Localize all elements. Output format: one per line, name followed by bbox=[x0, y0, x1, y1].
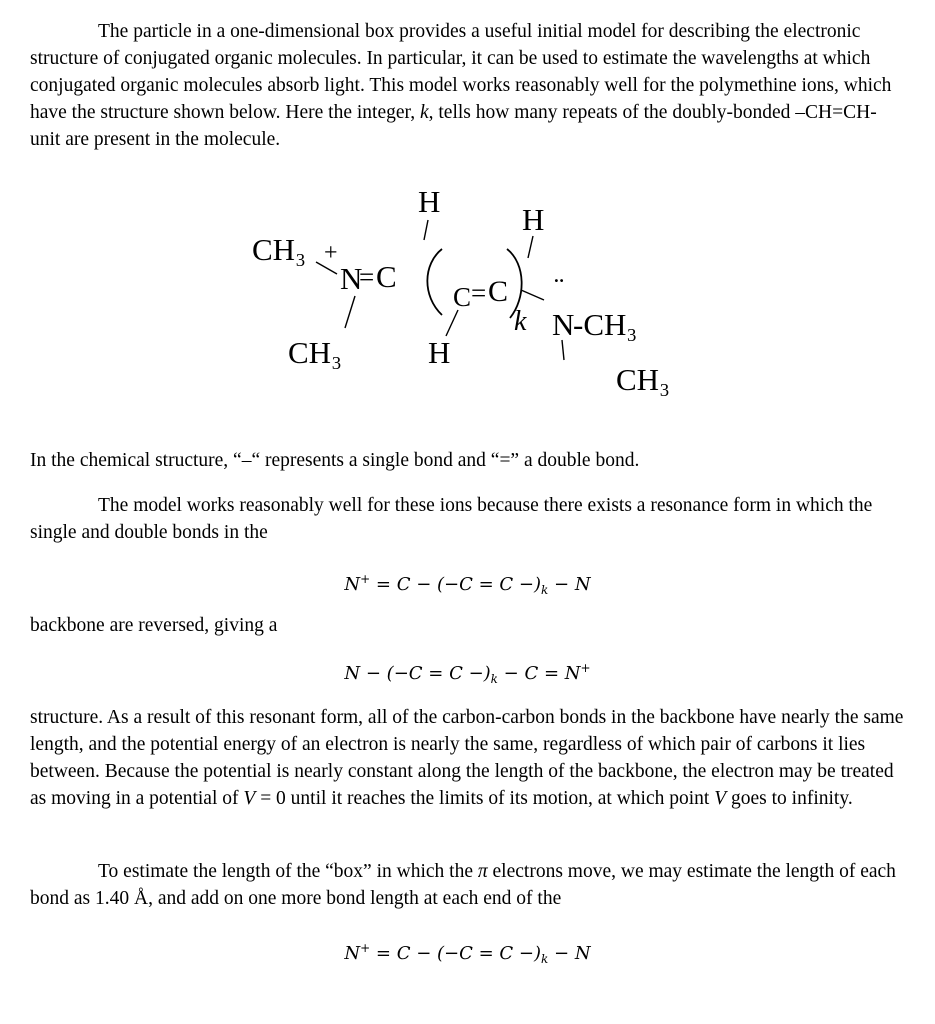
plus-charge: + bbox=[324, 240, 338, 266]
bond-n-ch3-bottom bbox=[345, 296, 355, 328]
bond-c-n-right bbox=[521, 290, 544, 300]
lone-pair: ¨ bbox=[554, 272, 564, 305]
bond-c-h-bottom bbox=[446, 310, 458, 336]
subscript-k: k bbox=[514, 306, 527, 337]
resonance-intro-paragraph: The model works reasonably well for these ions because there exists a resonance form in which the single and double bonds in the bbox=[30, 495, 873, 543]
bond-n-ch3-right bbox=[562, 340, 564, 360]
legend-paragraph: In the chemical structure, “–“ represents a single bond and “=” a double bond. bbox=[30, 450, 640, 471]
equation-3: $N^+ = C - (-C = C -)_k - N$ bbox=[344, 941, 591, 966]
bond-c-h-top2 bbox=[528, 236, 533, 258]
left-parenthesis bbox=[427, 249, 442, 315]
c-mid-2: C bbox=[488, 275, 509, 308]
n-left: N bbox=[340, 261, 363, 296]
ch3-bottom-left: CH₃ bbox=[288, 335, 342, 370]
ch3-bottom-right: CH₃ bbox=[616, 362, 670, 397]
c-left: C bbox=[376, 259, 397, 294]
ch3-top-left: CH₃ bbox=[252, 232, 306, 267]
equation-1: $N^+ = C - (-C = C -)_k - N$ bbox=[344, 572, 591, 597]
intro-paragraph: The particle in a one-dimensional box provides a useful initial model for describing the electronic structure of conjugated organic molecules. In particular, it can be used to estimate the wavelengths at which conjugated organic molecules absorb light. This model works reasonably well for the polymethine ions, which have the structure shown below. Here the integer, k, tells how many repeats of the doubly-bonded –CH=CH- unit are present in the molecule. bbox=[30, 21, 892, 150]
c-mid-1: C bbox=[453, 282, 472, 312]
h-top-2: H bbox=[522, 202, 545, 237]
h-top-1: H bbox=[418, 184, 441, 219]
polymethine-structure-diagram bbox=[240, 180, 720, 410]
estimate-paragraph: To estimate the length of the “box” in which the π electrons move, we may estimate the length of each bond as 1.40 Å, and add on one more bond length at each end of the bbox=[30, 861, 896, 909]
bond-c-h-top1 bbox=[424, 220, 428, 240]
structure-paragraph: structure. As a result of this resonant form, all of the carbon-carbon bonds in the backbone have nearly the same length, and the potential energy of an electron is nearly the same, regardless of which pair of carbons it lies between. Because the potential is nearly constant along the length of the backbone, the electron may be treated as moving in a potential of V = 0 until it reaches the limits of its motion, at which point V goes to infinity. bbox=[30, 707, 904, 809]
backbone-text: backbone are reversed, giving a bbox=[30, 615, 278, 636]
double-bond-mid: = bbox=[471, 278, 487, 308]
n-right: N bbox=[552, 307, 575, 342]
double-bond-left: = bbox=[359, 262, 375, 292]
ch3-right: -CH₃ bbox=[573, 307, 638, 342]
h-bottom: H bbox=[428, 335, 451, 370]
equation-2: $N - (-C = C -)_k - C = N^+$ bbox=[344, 661, 591, 686]
